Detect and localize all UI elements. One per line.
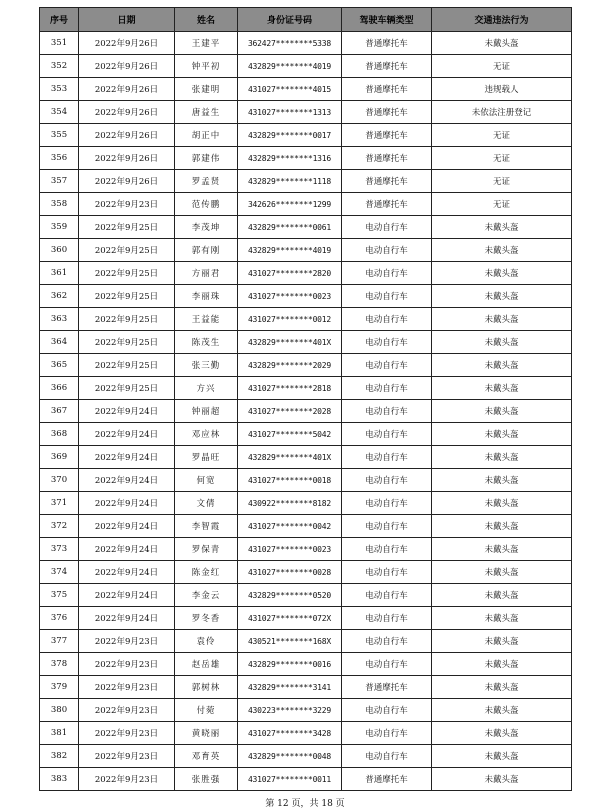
table-row: [40, 423, 572, 446]
cell-date: 2022年9月26日: [79, 78, 175, 101]
cell-id-number: 431027********2818: [238, 377, 342, 400]
cell-index: 359: [40, 216, 79, 239]
cell-index: 364: [40, 331, 79, 354]
cell-id-number: 430922********8182: [238, 492, 342, 515]
cell-vehicle-type: 普通摩托车: [342, 170, 432, 193]
cell-date: 2022年9月25日: [79, 285, 175, 308]
cell-index: 376: [40, 607, 79, 630]
cell-id-number: 432829********2029: [238, 354, 342, 377]
cell-id-number: 431027********0023: [238, 285, 342, 308]
table-row: [40, 492, 572, 515]
cell-date: 2022年9月23日: [79, 676, 175, 699]
cell-violation: 未戴头盔: [432, 446, 572, 469]
cell-index: 365: [40, 354, 79, 377]
cell-date: 2022年9月25日: [79, 216, 175, 239]
table-row: [40, 630, 572, 653]
cell-date: 2022年9月26日: [79, 32, 175, 55]
cell-index: 354: [40, 101, 79, 124]
cell-date: 2022年9月24日: [79, 584, 175, 607]
table-row: [40, 193, 572, 216]
cell-name: 李丽珠: [175, 285, 238, 308]
header-id-number: 身份证号码: [238, 8, 342, 32]
cell-violation: 未戴头盔: [432, 722, 572, 745]
cell-vehicle-type: 普通摩托车: [342, 32, 432, 55]
cell-vehicle-type: 电动自行车: [342, 492, 432, 515]
cell-violation: 未戴头盔: [432, 607, 572, 630]
table-row: [40, 308, 572, 331]
cell-vehicle-type: 电动自行车: [342, 262, 432, 285]
cell-date: 2022年9月25日: [79, 354, 175, 377]
cell-name: 黄晓丽: [175, 722, 238, 745]
cell-id-number: 431027********2028: [238, 400, 342, 423]
cell-id-number: 431027********0012: [238, 308, 342, 331]
header-violation: 交通违法行为: [432, 8, 572, 32]
cell-violation: 未戴头盔: [432, 377, 572, 400]
cell-name: 王建平: [175, 32, 238, 55]
cell-name: 张三勤: [175, 354, 238, 377]
cell-vehicle-type: 电动自行车: [342, 331, 432, 354]
cell-violation: 未依法注册登记: [432, 101, 572, 124]
cell-name: 李智霞: [175, 515, 238, 538]
cell-index: 369: [40, 446, 79, 469]
cell-index: 352: [40, 55, 79, 78]
cell-date: 2022年9月25日: [79, 239, 175, 262]
cell-date: 2022年9月25日: [79, 262, 175, 285]
cell-id-number: 431027********0011: [238, 768, 342, 791]
table-row: [40, 561, 572, 584]
table-row: [40, 55, 572, 78]
table-row: [40, 515, 572, 538]
cell-name: 胡正中: [175, 124, 238, 147]
cell-violation: 无证: [432, 193, 572, 216]
cell-violation: 未戴头盔: [432, 630, 572, 653]
cell-index: 372: [40, 515, 79, 538]
cell-index: 355: [40, 124, 79, 147]
table-row: [40, 262, 572, 285]
table-header-row: [40, 8, 572, 32]
cell-date: 2022年9月25日: [79, 331, 175, 354]
violations-table: [39, 7, 572, 791]
cell-index: 362: [40, 285, 79, 308]
cell-vehicle-type: 普通摩托车: [342, 147, 432, 170]
cell-name: 郭建伟: [175, 147, 238, 170]
cell-name: 陈茂生: [175, 331, 238, 354]
cell-violation: 无证: [432, 147, 572, 170]
cell-name: 陈金红: [175, 561, 238, 584]
cell-id-number: 431027********0018: [238, 469, 342, 492]
cell-violation: 未戴头盔: [432, 584, 572, 607]
cell-vehicle-type: 普通摩托车: [342, 55, 432, 78]
cell-name: 郭树林: [175, 676, 238, 699]
cell-violation: 未戴头盔: [432, 676, 572, 699]
cell-name: 赵岳雄: [175, 653, 238, 676]
cell-index: 363: [40, 308, 79, 331]
cell-vehicle-type: 电动自行车: [342, 239, 432, 262]
cell-vehicle-type: 普通摩托车: [342, 768, 432, 791]
cell-name: 钟平初: [175, 55, 238, 78]
cell-id-number: 431027********2820: [238, 262, 342, 285]
cell-date: 2022年9月24日: [79, 492, 175, 515]
cell-id-number: 362427********5338: [238, 32, 342, 55]
header-name: 姓名: [175, 8, 238, 32]
table-row: [40, 538, 572, 561]
cell-index: 382: [40, 745, 79, 768]
cell-date: 2022年9月26日: [79, 124, 175, 147]
cell-violation: 未戴头盔: [432, 699, 572, 722]
table-row: [40, 745, 572, 768]
cell-date: 2022年9月25日: [79, 377, 175, 400]
cell-violation: 未戴头盔: [432, 768, 572, 791]
cell-index: 370: [40, 469, 79, 492]
cell-id-number: 430521********168X: [238, 630, 342, 653]
cell-index: 374: [40, 561, 79, 584]
cell-date: 2022年9月23日: [79, 630, 175, 653]
cell-violation: 未戴头盔: [432, 745, 572, 768]
cell-violation: 未戴头盔: [432, 285, 572, 308]
cell-name: 付菀: [175, 699, 238, 722]
cell-name: 李茂坤: [175, 216, 238, 239]
cell-date: 2022年9月26日: [79, 101, 175, 124]
cell-id-number: 432829********1316: [238, 147, 342, 170]
cell-vehicle-type: 电动自行车: [342, 722, 432, 745]
cell-name: 唐益生: [175, 101, 238, 124]
cell-index: 356: [40, 147, 79, 170]
cell-vehicle-type: 电动自行车: [342, 607, 432, 630]
cell-id-number: 432829********0061: [238, 216, 342, 239]
table-row: [40, 331, 572, 354]
cell-id-number: 431027********0042: [238, 515, 342, 538]
cell-index: 351: [40, 32, 79, 55]
cell-name: 李金云: [175, 584, 238, 607]
cell-index: 375: [40, 584, 79, 607]
cell-date: 2022年9月24日: [79, 538, 175, 561]
cell-id-number: 430223********3229: [238, 699, 342, 722]
cell-violation: 未戴头盔: [432, 32, 572, 55]
cell-id-number: 432829********0017: [238, 124, 342, 147]
cell-id-number: 432829********1118: [238, 170, 342, 193]
cell-vehicle-type: 普通摩托车: [342, 676, 432, 699]
cell-name: 邓应林: [175, 423, 238, 446]
cell-name: 郭有刚: [175, 239, 238, 262]
cell-id-number: 342626********1299: [238, 193, 342, 216]
cell-vehicle-type: 电动自行车: [342, 216, 432, 239]
cell-name: 罗保青: [175, 538, 238, 561]
cell-name: 张建明: [175, 78, 238, 101]
cell-vehicle-type: 普通摩托车: [342, 124, 432, 147]
cell-violation: 未戴头盔: [432, 561, 572, 584]
cell-name: 何宽: [175, 469, 238, 492]
cell-date: 2022年9月24日: [79, 607, 175, 630]
cell-name: 袁伶: [175, 630, 238, 653]
cell-date: 2022年9月23日: [79, 193, 175, 216]
cell-index: 366: [40, 377, 79, 400]
cell-id-number: 431027********1313: [238, 101, 342, 124]
cell-id-number: 431027********072X: [238, 607, 342, 630]
table-body: [40, 32, 572, 791]
cell-index: 358: [40, 193, 79, 216]
table-row: [40, 400, 572, 423]
cell-index: 373: [40, 538, 79, 561]
cell-name: 罗孟贤: [175, 170, 238, 193]
table-row: [40, 216, 572, 239]
cell-index: 367: [40, 400, 79, 423]
cell-violation: 未戴头盔: [432, 308, 572, 331]
cell-vehicle-type: 普通摩托车: [342, 101, 432, 124]
cell-violation: 未戴头盔: [432, 262, 572, 285]
cell-violation: 无证: [432, 124, 572, 147]
cell-vehicle-type: 普通摩托车: [342, 78, 432, 101]
cell-vehicle-type: 电动自行车: [342, 469, 432, 492]
header-vehicle-type: 驾驶车辆类型: [342, 8, 432, 32]
cell-vehicle-type: 电动自行车: [342, 653, 432, 676]
cell-vehicle-type: 电动自行车: [342, 377, 432, 400]
cell-vehicle-type: 电动自行车: [342, 423, 432, 446]
cell-date: 2022年9月24日: [79, 515, 175, 538]
cell-vehicle-type: 电动自行车: [342, 538, 432, 561]
cell-index: 353: [40, 78, 79, 101]
cell-violation: 未戴头盔: [432, 239, 572, 262]
cell-date: 2022年9月24日: [79, 469, 175, 492]
cell-date: 2022年9月26日: [79, 170, 175, 193]
table-row: [40, 101, 572, 124]
table-row: [40, 147, 572, 170]
cell-date: 2022年9月23日: [79, 722, 175, 745]
cell-name: 王益能: [175, 308, 238, 331]
cell-vehicle-type: 电动自行车: [342, 584, 432, 607]
table-row: [40, 446, 572, 469]
cell-vehicle-type: 电动自行车: [342, 354, 432, 377]
cell-violation: 未戴头盔: [432, 354, 572, 377]
table-row: [40, 469, 572, 492]
cell-name: 罗晶旺: [175, 446, 238, 469]
cell-violation: 无证: [432, 170, 572, 193]
cell-id-number: 432829********0016: [238, 653, 342, 676]
table-row: [40, 584, 572, 607]
cell-violation: 未戴头盔: [432, 492, 572, 515]
cell-vehicle-type: 电动自行车: [342, 561, 432, 584]
cell-vehicle-type: 电动自行车: [342, 699, 432, 722]
cell-vehicle-type: 电动自行车: [342, 630, 432, 653]
cell-id-number: 432829********0520: [238, 584, 342, 607]
cell-index: 383: [40, 768, 79, 791]
table-row: [40, 78, 572, 101]
cell-name: 范传鹏: [175, 193, 238, 216]
cell-index: 360: [40, 239, 79, 262]
table-row: [40, 354, 572, 377]
cell-violation: 未戴头盔: [432, 469, 572, 492]
cell-id-number: 431027********0023: [238, 538, 342, 561]
cell-vehicle-type: 电动自行车: [342, 515, 432, 538]
cell-date: 2022年9月26日: [79, 55, 175, 78]
table-row: [40, 607, 572, 630]
cell-id-number: 432829********3141: [238, 676, 342, 699]
cell-date: 2022年9月24日: [79, 561, 175, 584]
cell-violation: 未戴头盔: [432, 400, 572, 423]
cell-violation: 未戴头盔: [432, 653, 572, 676]
cell-name: 张胜强: [175, 768, 238, 791]
cell-name: 方兴: [175, 377, 238, 400]
cell-id-number: 432829********401X: [238, 446, 342, 469]
cell-date: 2022年9月24日: [79, 400, 175, 423]
table-row: [40, 377, 572, 400]
cell-date: 2022年9月23日: [79, 768, 175, 791]
table-row: [40, 722, 572, 745]
cell-index: 377: [40, 630, 79, 653]
cell-violation: 未戴头盔: [432, 331, 572, 354]
table-row: [40, 768, 572, 791]
table-row: [40, 124, 572, 147]
cell-date: 2022年9月23日: [79, 653, 175, 676]
cell-violation: 违规载人: [432, 78, 572, 101]
cell-date: 2022年9月24日: [79, 446, 175, 469]
page-footer: 第 12 页，共 18 页: [265, 799, 345, 809]
cell-id-number: 431027********5042: [238, 423, 342, 446]
cell-name: 文倩: [175, 492, 238, 515]
cell-vehicle-type: 普通摩托车: [342, 193, 432, 216]
cell-vehicle-type: 电动自行车: [342, 285, 432, 308]
cell-vehicle-type: 电动自行车: [342, 745, 432, 768]
cell-name: 钟丽超: [175, 400, 238, 423]
cell-date: 2022年9月26日: [79, 147, 175, 170]
cell-index: 380: [40, 699, 79, 722]
cell-name: 邓育英: [175, 745, 238, 768]
cell-index: 357: [40, 170, 79, 193]
cell-name: 方丽君: [175, 262, 238, 285]
header-index: 序号: [40, 8, 79, 32]
cell-date: 2022年9月23日: [79, 745, 175, 768]
cell-date: 2022年9月25日: [79, 308, 175, 331]
cell-violation: 无证: [432, 55, 572, 78]
cell-vehicle-type: 电动自行车: [342, 400, 432, 423]
cell-id-number: 431027********3428: [238, 722, 342, 745]
table-row: [40, 653, 572, 676]
cell-id-number: 431027********4015: [238, 78, 342, 101]
cell-index: 361: [40, 262, 79, 285]
cell-vehicle-type: 电动自行车: [342, 446, 432, 469]
table-row: [40, 285, 572, 308]
cell-index: 381: [40, 722, 79, 745]
header-date: 日期: [79, 8, 175, 32]
table-row: [40, 699, 572, 722]
cell-id-number: 432829********4019: [238, 55, 342, 78]
cell-violation: 未戴头盔: [432, 515, 572, 538]
cell-name: 罗冬香: [175, 607, 238, 630]
cell-id-number: 432829********401X: [238, 331, 342, 354]
cell-index: 379: [40, 676, 79, 699]
cell-violation: 未戴头盔: [432, 216, 572, 239]
cell-violation: 未戴头盔: [432, 538, 572, 561]
violations-table-page: [39, 7, 571, 791]
cell-date: 2022年9月24日: [79, 423, 175, 446]
cell-index: 371: [40, 492, 79, 515]
cell-violation: 未戴头盔: [432, 423, 572, 446]
table-row: [40, 170, 572, 193]
cell-index: 378: [40, 653, 79, 676]
cell-index: 368: [40, 423, 79, 446]
cell-vehicle-type: 电动自行车: [342, 308, 432, 331]
cell-id-number: 432829********4019: [238, 239, 342, 262]
cell-id-number: 432829********0048: [238, 745, 342, 768]
table-row: [40, 32, 572, 55]
cell-date: 2022年9月23日: [79, 699, 175, 722]
cell-id-number: 431027********0028: [238, 561, 342, 584]
table-row: [40, 239, 572, 262]
table-row: [40, 676, 572, 699]
